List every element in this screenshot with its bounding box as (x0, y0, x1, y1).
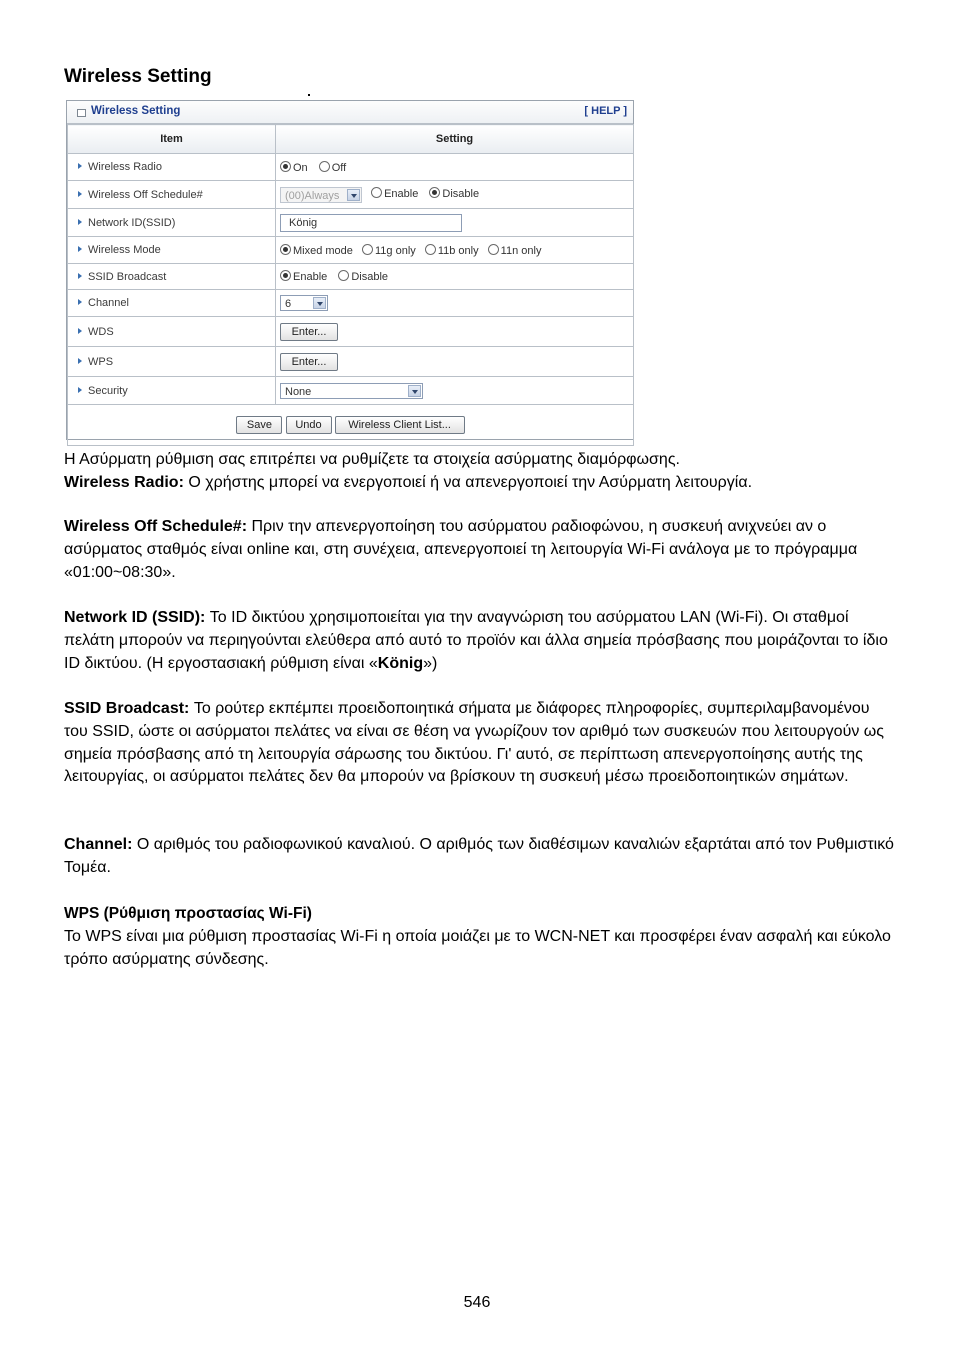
arrow-icon (78, 191, 82, 197)
settings-table (67, 124, 634, 446)
label-security: Security (88, 384, 128, 397)
label-wps: WPS (88, 355, 114, 368)
broadcast-disable-label: Disable (351, 271, 389, 283)
wireless-client-list-button[interactable]: Wireless Client List... (335, 416, 465, 434)
column-header-item: Item (68, 125, 276, 154)
label-off-schedule: Wireless Off Schedule# (88, 188, 203, 201)
schedule-enable-label: Enable (384, 188, 419, 201)
radio-off[interactable] (319, 161, 330, 172)
label-ssid: Network ID(SSID) (88, 216, 176, 229)
arrow-icon (78, 273, 82, 279)
intro-block (64, 449, 894, 495)
row-security (68, 377, 634, 405)
broadcast-enable-label: Enable (293, 271, 328, 283)
arrow-icon (78, 387, 82, 393)
row-ssid-broadcast (68, 264, 634, 290)
row-wps (68, 347, 634, 377)
arrow-icon (78, 163, 82, 169)
page-number: 546 (463, 1294, 491, 1311)
schedule-disable-radio[interactable] (429, 187, 440, 198)
label-wds: WDS (88, 325, 114, 338)
schedule-select-value: (00)Always (285, 189, 340, 202)
row-wireless-radio (68, 154, 634, 181)
schedule-term: Wireless Off Schedule#: (64, 518, 248, 535)
undo-button[interactable]: Undo (286, 416, 332, 434)
wps-paragraph (64, 903, 894, 971)
label-ssid-broadcast: SSID Broadcast (88, 270, 167, 283)
channel-term: Channel: (64, 836, 133, 853)
row-channel (68, 290, 634, 317)
radio-term: Wireless Radio: (64, 473, 184, 491)
arrow-icon (78, 328, 82, 334)
broadcast-disable-radio[interactable] (338, 270, 349, 281)
schedule-disable-label: Disable (442, 188, 480, 201)
ssid-input[interactable]: König (280, 214, 462, 232)
schedule-paragraph (64, 516, 894, 584)
label-channel: Channel (88, 297, 129, 309)
radio-paragraph (64, 472, 894, 495)
channel-select-value: 6 (285, 298, 292, 310)
mode-mixed-label: Mixed mode (293, 244, 353, 257)
stray-dot (308, 94, 310, 96)
radio-description: Ο χρήστης μπορεί να ενεργοποιεί ή να απενεργοποιεί την Ασύρματη λειτουργία. (183, 473, 753, 491)
row-wds (68, 317, 634, 347)
channel-paragraph (64, 834, 894, 880)
arrow-icon (78, 358, 82, 364)
document-title: Wireless Setting (64, 66, 212, 87)
chevron-down-icon (313, 297, 326, 309)
arrow-icon (78, 219, 82, 225)
mode-11b-radio[interactable] (425, 244, 436, 255)
panel-box-icon (77, 109, 86, 117)
mode-11g-radio[interactable] (362, 244, 373, 255)
wds-enter-button[interactable]: Enter... (280, 323, 338, 341)
action-button-row (68, 405, 634, 446)
radio-on-label: On (293, 161, 308, 174)
ssid-term: Network ID (SSID): (64, 609, 206, 626)
save-button[interactable]: Save (236, 416, 282, 434)
help-link[interactable]: [ HELP ] (584, 105, 627, 117)
row-wireless-mode (68, 237, 634, 264)
label-wireless-radio: Wireless Radio (88, 161, 162, 173)
channel-description: Ο αριθμός του ραδιοφωνικού καναλιού. Ο αριθμός των διαθέσιμων καναλιών εξαρτάται από τον Ρυθμιστικό Τομέα. (64, 836, 894, 876)
ssid-paragraph (64, 607, 894, 675)
ssid-default-value: König (377, 654, 424, 672)
chevron-down-icon (347, 189, 360, 201)
mode-11b-label: 11b only (437, 244, 479, 257)
intro-text: Η Ασύρματη ρύθμιση σας επιτρέπει να ρυθμίζετε τα στοιχεία ασύρματης διαμόρφωσης. (64, 451, 680, 468)
label-wireless-mode: Wireless Mode (88, 244, 161, 256)
chevron-down-icon (408, 385, 421, 397)
schedule-enable-radio[interactable] (371, 187, 382, 198)
row-off-schedule (68, 181, 634, 209)
broadcast-enable-radio[interactable] (280, 270, 291, 281)
mode-11g-label: 11g only (374, 244, 416, 257)
wps-description: Το WPS είναι μια ρύθμιση προστασίας Wi-Fi η οποία μοιάζει με το WCN-NET και προσφέρει έναν ασφαλή και εύκολο τρόπο ασύρματης σύνδεσης. (64, 927, 891, 968)
ssid-description: Το ID δικτύου χρησιμοποιείται για την αναγνώριση του ασύρματου LAN (Wi-Fi). Οι σταθμοί πελάτη μπορούν να περιηγούνται ελεύθερα από αυτό το προϊόν και άλλα σημεία πρόσβασης που μοιράζονται το ίδιο ID δικτύου. (Η εργοστασιακή ρύθμιση είναι « (64, 609, 888, 672)
schedule-description: Πριν την απενεργοποίηση του ασύρματου ραδιοφώνου, η συσκευή ανιχνεύει αν ο ασύρματος σταθμός είναι online και, στη συνέχεια, απενεργοποιεί τη λειτουργία Wi-Fi ανάλογα με το πρόγραμμα «01:00~08:30». (64, 518, 858, 581)
broadcast-term: SSID Broadcast: (64, 700, 190, 717)
panel-title: Wireless Setting (91, 105, 181, 117)
arrow-icon (78, 299, 82, 305)
security-select[interactable] (280, 383, 423, 399)
security-select-value: None (285, 385, 312, 398)
panel-header (67, 101, 633, 124)
mode-11n-label: 11n only (500, 244, 542, 257)
mode-11n-radio[interactable] (488, 244, 499, 255)
radio-off-label: Off (331, 161, 347, 174)
mode-mixed-radio[interactable] (280, 244, 291, 255)
wps-enter-button[interactable]: Enter... (280, 353, 338, 371)
broadcast-description: Το ρούτερ εκπέμπει προειδοποιητικά σήματα με διάφορες πληροφορίες, συμπεριλαμβανομένου του SSID, ώστε οι ασύρματοι πελάτες να είναι σε θέση να γνωρίζουν τον αριθμό των συσκευών που λειτουργούν ως σημεία πρόσβασης από τη λειτουργία σάρωσης του δικτύου. Γι' αυτό, σε περίπτωση απενεργοποίησης αυτής της λειτουργίας, οι ασύρματοι πελάτες δεν θα μπορούν να βρίσκουν τη συσκευή μέσω προειδοποιητικών σημάτων. (64, 700, 884, 786)
arrow-icon (78, 246, 82, 252)
wireless-setting-panel (66, 100, 634, 440)
schedule-select[interactable] (280, 187, 362, 203)
broadcast-paragraph (64, 698, 894, 789)
wps-heading: WPS (Ρύθμιση προστασίας Wi-Fi) (64, 905, 312, 922)
column-header-setting: Setting (276, 125, 634, 154)
channel-select[interactable] (280, 295, 328, 311)
radio-on[interactable] (280, 161, 291, 172)
row-ssid (68, 209, 634, 237)
ssid-description-end: ») (423, 654, 438, 672)
